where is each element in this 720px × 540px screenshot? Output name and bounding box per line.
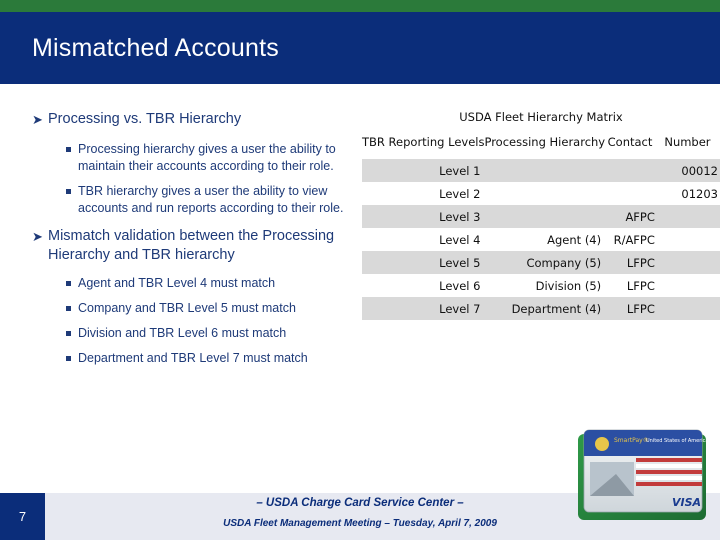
- cell-contact: LFPC: [626, 255, 655, 270]
- sub-bullet-item: [32, 183, 357, 217]
- bullet-text: Processing vs. TBR Hierarchy: [48, 111, 242, 127]
- table-row: [362, 297, 720, 320]
- sub-bullet-text: TBR hierarchy gives a user the ability to view accounts and run reports according to their role.: [78, 184, 344, 215]
- sub-bullet-item: [32, 275, 357, 292]
- table-row: [362, 182, 720, 205]
- cell-contact: LFPC: [626, 301, 655, 316]
- cell-processing: Agent (4): [547, 232, 602, 247]
- header-contact: Contact: [607, 135, 653, 149]
- bullet-item: [32, 227, 357, 265]
- visa-logo: VISA: [672, 496, 702, 509]
- table-row: [362, 274, 720, 297]
- cell-contact: R/AFPC: [613, 232, 655, 247]
- cell-contact: [605, 159, 655, 182]
- cell-contact: LFPC: [626, 278, 655, 293]
- table-row: [362, 159, 720, 182]
- sub-bullet-item: [32, 141, 357, 175]
- smartpay-card-image: [576, 428, 708, 524]
- cell-level: Level 5: [439, 255, 481, 270]
- cell-number: [655, 228, 720, 251]
- square-bullet-icon: [66, 306, 71, 311]
- cell-number: [655, 205, 720, 228]
- top-stripe: [0, 0, 720, 12]
- cell-number: [655, 274, 720, 297]
- cell-level: Level 1: [439, 163, 481, 178]
- cell-processing: [484, 205, 605, 228]
- table-row: [362, 251, 720, 274]
- sub-bullet-text: Department and TBR Level 7 must match: [78, 351, 308, 365]
- cell-number: [655, 297, 720, 320]
- sub-bullet-text: Company and TBR Level 5 must match: [78, 301, 296, 315]
- cell-contact: [605, 182, 655, 205]
- sub-bullet-item: [32, 325, 357, 342]
- sub-bullet-item: [32, 300, 357, 317]
- header-tbr-levels: TBR Reporting Levels: [362, 135, 485, 149]
- square-bullet-icon: [66, 189, 71, 194]
- sub-bullet-text: Agent and TBR Level 4 must match: [78, 276, 276, 290]
- cell-level: Level 2: [439, 186, 481, 201]
- bullet-text: Mismatch validation between the Processing Hierarchy and TBR hierarchy: [48, 228, 335, 263]
- matrix-header-row: [362, 125, 720, 159]
- cell-processing: Company (5): [526, 255, 602, 270]
- cell-processing: Department (4): [511, 301, 602, 316]
- cell-level: Level 7: [439, 301, 481, 316]
- sub-bullet-text: Processing hierarchy gives a user the ability to maintain their accounts according to their role.: [78, 142, 336, 173]
- arrow-bullet-icon: ➤: [32, 112, 43, 127]
- cell-level: Level 4: [439, 232, 481, 247]
- matrix-table: [362, 108, 720, 320]
- bullet-list: [32, 110, 357, 375]
- sub-bullet-item: [32, 350, 357, 367]
- cell-processing: [484, 182, 605, 205]
- table-row: [362, 228, 720, 251]
- footer-line-2: USDA Fleet Management Meeting – Tuesday, April 7, 2009: [223, 518, 497, 529]
- card-text: United States of America: [646, 438, 708, 444]
- matrix-title: USDA Fleet Hierarchy Matrix: [459, 109, 623, 124]
- square-bullet-icon: [66, 281, 71, 286]
- cell-number: [655, 251, 720, 274]
- table-row: [362, 205, 720, 228]
- page-number: 7: [0, 493, 45, 540]
- hierarchy-matrix: [362, 108, 720, 320]
- header-number: Number: [664, 135, 711, 149]
- square-bullet-icon: [66, 356, 71, 361]
- card-issuer: SmartPay®: [614, 437, 649, 444]
- bullet-item: [32, 110, 357, 129]
- footer-line-1: – USDA Charge Card Service Center –: [256, 497, 464, 509]
- cell-number: 00012: [681, 163, 718, 178]
- arrow-bullet-icon: ➤: [32, 229, 43, 244]
- sub-bullet-text: Division and TBR Level 6 must match: [78, 326, 287, 340]
- cell-processing: [484, 159, 605, 182]
- cell-contact: AFPC: [625, 209, 655, 224]
- cell-processing: Division (5): [535, 278, 602, 293]
- slide-header: [0, 12, 720, 84]
- slide-title: Mismatched Accounts: [32, 34, 279, 62]
- cell-level: Level 6: [439, 278, 481, 293]
- cell-number: 01203: [681, 186, 718, 201]
- square-bullet-icon: [66, 147, 71, 152]
- header-processing: Processing Hierarchy: [484, 135, 606, 149]
- cell-level: Level 3: [439, 209, 481, 224]
- square-bullet-icon: [66, 331, 71, 336]
